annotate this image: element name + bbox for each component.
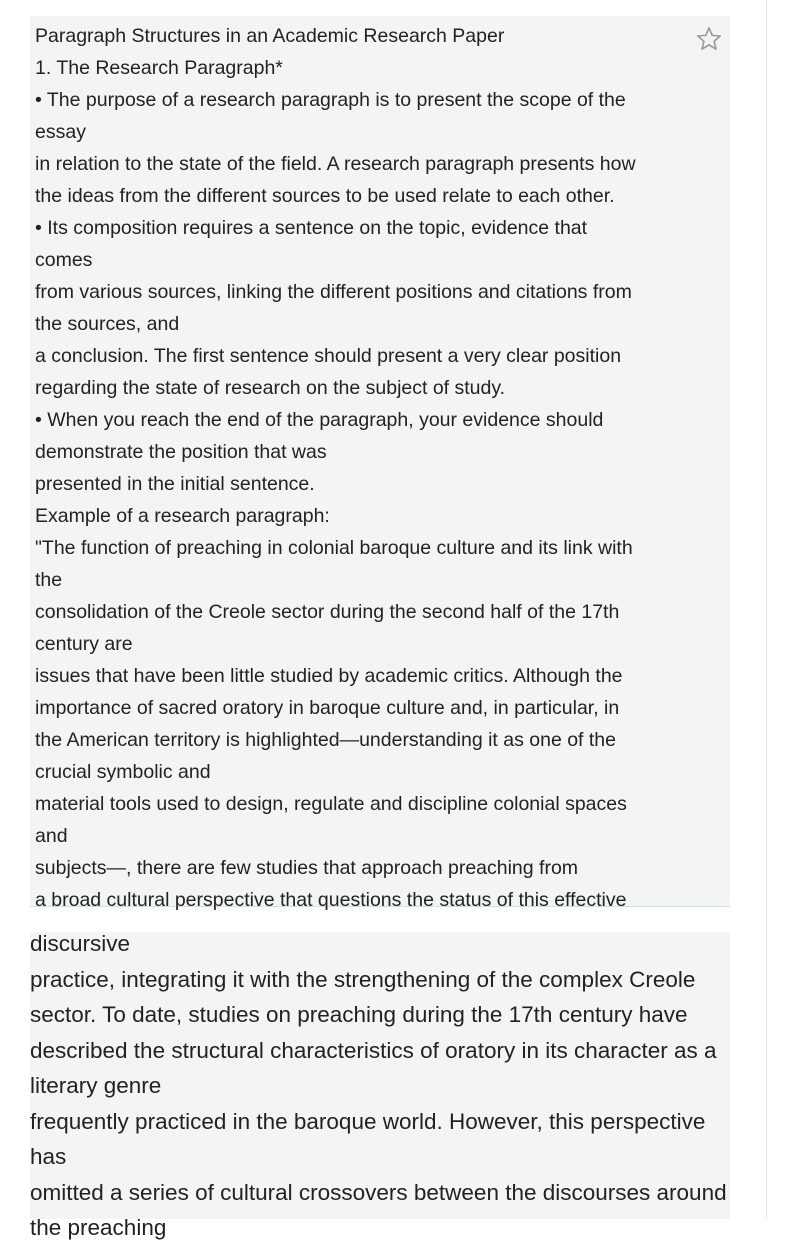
text-line: 1. The Research Paragraph* — [35, 57, 283, 79]
star-icon[interactable] — [694, 24, 724, 54]
text-line: • The purpose of a research paragraph is to present the scope of the — [35, 89, 626, 111]
text-line: "The function of preaching in colonial baroque culture and its link with — [35, 537, 633, 559]
text-line: sector. To date, studies on preaching during the 17th century have — [30, 1002, 688, 1027]
text-line: a broad cultural perspective that questions the status of this effective — [35, 889, 627, 911]
text-line: has — [30, 1144, 67, 1169]
text-line: in relation to the state of the field. A research paragraph presents how — [35, 153, 636, 175]
text-line: subjects—, there are few studies that approach preaching from — [35, 857, 579, 879]
text-line: the sources, and — [35, 313, 180, 335]
text-line: crucial symbolic and — [35, 761, 211, 783]
text-line: omitted a series of cultural crossovers between the discourses around — [30, 1179, 727, 1205]
text-line: regarding the state of research on the subject of study. — [35, 377, 506, 399]
text-line: discursive — [30, 931, 131, 956]
text-line: material tools used to design, regulate and discipline colonial spaces — [35, 793, 627, 815]
text-line: presented in the initial sentence. — [35, 473, 315, 495]
text-line: literary genre — [30, 1073, 162, 1098]
text-line: issues that have been little studied by academic critics. Although the — [35, 665, 623, 687]
text-line: a conclusion. The first sentence should present a very clear position — [35, 345, 622, 367]
text-line: from various sources, linking the different positions and citations from — [35, 281, 632, 303]
text-line: comes — [35, 249, 93, 271]
note-card-bottom — [30, 931, 730, 1240]
text-line: the — [35, 569, 63, 591]
panel-divider — [766, 0, 767, 1219]
text-line: frequently practiced in the baroque world. However, this perspective — [30, 1108, 706, 1134]
star-outline-icon — [694, 24, 724, 54]
text-line: Paragraph Structures in an Academic Research Paper — [35, 25, 505, 47]
text-line: century are — [35, 633, 133, 655]
text-line: essay — [35, 121, 86, 143]
text-line: • Its composition requires a sentence on the topic, evidence that — [35, 217, 588, 239]
text-line: described the structural characteristics of oratory in its character as a — [30, 1037, 717, 1063]
text-line: the American territory is highlighted—understanding it as one of the — [35, 729, 617, 751]
note-card-top — [30, 16, 730, 911]
text-line: and — [35, 825, 68, 847]
text-line: Example of a research paragraph: — [35, 505, 330, 527]
note-text — [35, 20, 695, 916]
text-line: consolidation of the Creole sector during the second half of the 17th — [35, 601, 620, 623]
text-line: importance of sacred oratory in baroque culture and, in particular, in — [35, 697, 620, 719]
text-line: practice, integrating it with the strengthening of the complex Creole — [30, 966, 696, 992]
text-line: the preaching — [30, 1215, 167, 1240]
text-line: demonstrate the position that was — [35, 441, 327, 463]
text-line: • When you reach the end of the paragraph, your evidence should — [35, 409, 604, 431]
text-line: the ideas from the different sources to be used relate to each other. — [35, 185, 615, 207]
note-text-continued — [30, 926, 790, 1246]
